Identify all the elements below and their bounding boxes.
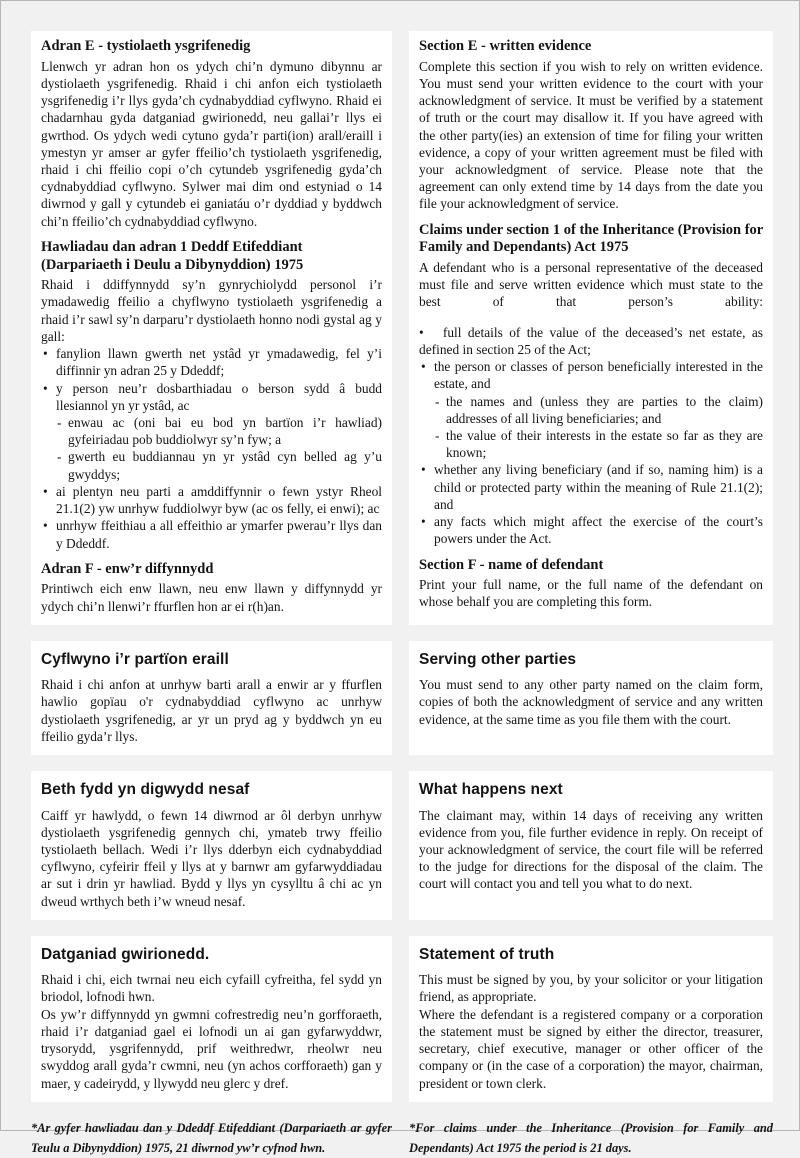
bullet-item: • unrhyw ffeithiau a all effeithio ar ymarfer pwerau’r llys dan y Ddeddf. [41,517,382,551]
panel-welsh-truth [31,936,392,1102]
claims-dash-list [419,393,763,462]
page-body [1,1,799,1158]
heading-serving: Serving other parties [419,650,577,668]
section-e-body: Complete this section if you wish to rely on written evidence. You must send your written evidence to the court with your acknowledgment of service. It must be verified by a statement of truth or the court may disallow it. If you have agreed with the other party(ies) an extension of time for filing your written evidence, a copy of your written agreement must be filed with your acknowledgment of service. Please note that the agreement can only extend time by 14 days from the date you file your acknowledgment of service. [419,58,763,212]
adran-f-body: Printiwch eich enw llawn, neu enw llawn y diffynnydd yr ydych chi’n llenwi’r ffurflen hon ar ei r(h)an. [41,581,382,614]
heading-beth-fydd: Beth fydd yn digwydd nesaf [41,781,250,799]
bullet-item: • ai plentyn neu parti a amddiffynnir o fewn ystyr Rheol 21.1(2) yw unrhyw fuddiolwyr byw (ac os felly, ei enwi); ac [41,483,382,517]
heading-adran-e: Adran E - tystiolaeth ysgrifenedig [41,38,251,54]
dash-item: - gwerth eu buddiannau yn yr ystâd cyn belled ag y’u gwyddys; [56,448,382,482]
bullet-item: • any facts which might affect the exercise of the court’s powers under the Act. [419,513,763,547]
row-serving [31,641,771,755]
row-section-e [31,31,771,625]
dash-item: - the value of their interests in the estate so far as they are known; [434,427,763,461]
datganiad-para1: Rhaid i chi, eich twrnai neu eich cyfaill cyfreitha, fel sydd yn briodol, lofnodi hwn. [41,972,382,1005]
heading-section-e: Section E - written evidence [419,38,592,54]
footnote-english: *For claims under the Inheritance (Provision for Family and Dependants) Act 1975 the period is 21 days. [409,1120,773,1155]
hawliadau-bullet-list-2 [41,483,382,552]
heading-adran-f: Adran F - enw’r diffynnydd [41,560,214,577]
heading-claims: Claims under section 1 of the Inheritance (Provision for Family and Dependants) Act 1975 [419,221,763,256]
hawliadau-bullet-list [41,345,382,414]
panel-welsh-section-e [31,31,392,625]
adran-e-body: Llenwch yr adran hon os ydych chi’n dymuno dibynnu ar dystiolaeth ysgrifenedig. Rhaid i chi anfon eich tystiolaeth ysgrifenedig i’r llys gyda’ch cydnabyddiad cyflwyno. Rhaid ei chadarnhau gyda datganiad gwirionedd, neu gallai’r llys ei gwrthod. Os ydych wedi cytuno gyda’r parti(ion) arall/eraill i ymestyn yr amser ar gyfer ffeilio’ch tystiolaeth ysgrifenedig, rhaid i chi ffeilio copi o’ch cytundeb ysgrifenedig gyda’ch cydnabyddiad cyflwyno. Sylwer mai dim ond estyniad o 14 diwrnod y gall y cytundeb ei ganiatáu o’r dyddiad y byddwch chi’n ffeilio’ch cydnabyddiad cyflwyno. [41,58,382,229]
bullet-item: • y person neu’r dosbarthiadau o berson sydd â budd llesiannol yn yr ystâd, ac [41,380,382,414]
panel-welsh-serving [31,641,392,755]
beth-fydd-body: Caiff yr hawlydd, o fewn 14 diwrnod ar ôl derbyn unrhyw dystiolaeth ysgrifenedig gennych chi, ymateb trwy ffeilio tystiolaeth bellach. Wedi i’r llys dderbyn eich cydnabyddiad cyflwyno, cyfeirir ffeil y llys at y barnwr am gyfarwyddiadau ar sut i drin yr hawliad. Bydd y llys yn cysylltu â chi ac yn dweud wrthych beth i’w wneud nesaf. [41,807,382,909]
row-statement-of-truth [31,936,771,1102]
panel-welsh-next [31,771,392,920]
heading-hawliadau: Hawliadau dan adran 1 Deddf Etifeddiant (Darpariaeth i Deulu a Dibynyddion) 1975 [41,238,304,273]
truth-para1: This must be signed by you, by your solicitor or your litigation friend, as appropriate. [419,972,763,1005]
bullet-item: • full details of the value of the deceased’s net estate, as defined in section 25 of the Act; [419,324,763,358]
footnote-welsh: *Ar gyfer hawliadau dan y Ddeddf Etifeddiant (Darpariaeth ar gyfer Teulu a Dibynyddion) 1975, 21 diwrnod yw’r cyfnod hwn. [31,1120,392,1155]
hawliadau-dash-list [41,414,382,483]
claims-intro: A defendant who is a personal representative of the deceased must file and serve written evidence which must state to the best of that person’s ability: [419,260,763,310]
bullet-item: • fanylion llawn gwerth net ystâd yr ymadawedig, fel y’i diffinnir yn adran 25 y Ddeddf; [41,345,382,379]
panel-english-section-e [409,31,773,625]
bullet-item: • whether any living beneficiary (and if so, naming him) is a child or protected party within the meaning of Rule 21.1(2); and [419,461,763,513]
claims-bullet-list [419,324,763,393]
hawliadau-intro: Rhaid i ddiffynnydd sy’n gynrychiolydd personol i’r ymadawedig ffeilio a chyflwyno tystiolaeth ysgrifenedig a rhaid i’r sawl sy’n darparu’r dystiolaeth honno nodi gystal ag y gall: [41,277,382,344]
panel-english-truth [409,936,773,1102]
datganiad-para2: Os yw’r diffynnydd yn gwmni cofrestredig neu’n gorfforaeth, rhaid i’r datganiad gael ei lofnodi un ai gan gyfarwyddwr, trysorydd, ysgrifennydd, prif weithredwr, rheolwr neu swyddog arall gyda’r cwmni, neu (yn achos corfforaeth) gan y maer, y cadeirydd, y llywydd neu glerc y dref. [41,1006,382,1091]
section-f-body: Print your full name, or the full name of the defendant on whose behalf you are completing this form. [419,577,763,610]
dash-item: - enwau ac (oni bai eu bod yn bartïon i’r hawliad) gyfeiriadau pob buddiolwyr sy’n fyw; a [56,414,382,448]
what-next-body: The claimant may, within 14 days of receiving any written evidence from you, file further evidence in reply. On receipt of your acknowledgment of service, the court file will be referred to the judge for directions for the disposal of the claim. The court will contact you and tell you what to do next. [419,807,763,892]
serving-body: You must send to any other party named on the claim form, copies of both the acknowledgment of service and any written evidence, at the same time as you file them with the court. [419,677,763,727]
panel-english-serving [409,641,773,755]
claims-bullet-list-2 [419,461,763,547]
truth-para2: Where the defendant is a registered company or a corporation the statement must be signed by either the director, treasurer, secretary, chief executive, manager or other officer of the company or (in the case of a corporation) the mayor, chairman, president or town clerk. [419,1006,763,1091]
cyflwyno-body: Rhaid i chi anfon at unrhyw barti arall a enwir ar y ffurflen hawlio gopïau o'r cydnabyddiad cyflwyno ac unrhyw dystiolaeth ysgrifenedig, ar yr un pryd ag y byddwch yn eu ffeilio gyda’r llys. [41,677,382,744]
row-what-next [31,771,771,920]
footnote-row [31,1118,771,1158]
heading-datganiad: Datganiad gwirionedd. [41,945,210,963]
panel-english-next [409,771,773,920]
bullet-item: • the person or classes of person beneficially interested in the estate, and [419,358,763,392]
heading-statement-of-truth: Statement of truth [419,945,555,963]
heading-what-next: What happens next [419,781,563,799]
heading-cyflwyno: Cyflwyno i’r partïon eraill [41,650,229,668]
dash-item: - the names and (unless they are parties to the claim) addresses of all living beneficiaries; and [434,393,763,427]
heading-section-f: Section F - name of defendant [419,556,604,573]
